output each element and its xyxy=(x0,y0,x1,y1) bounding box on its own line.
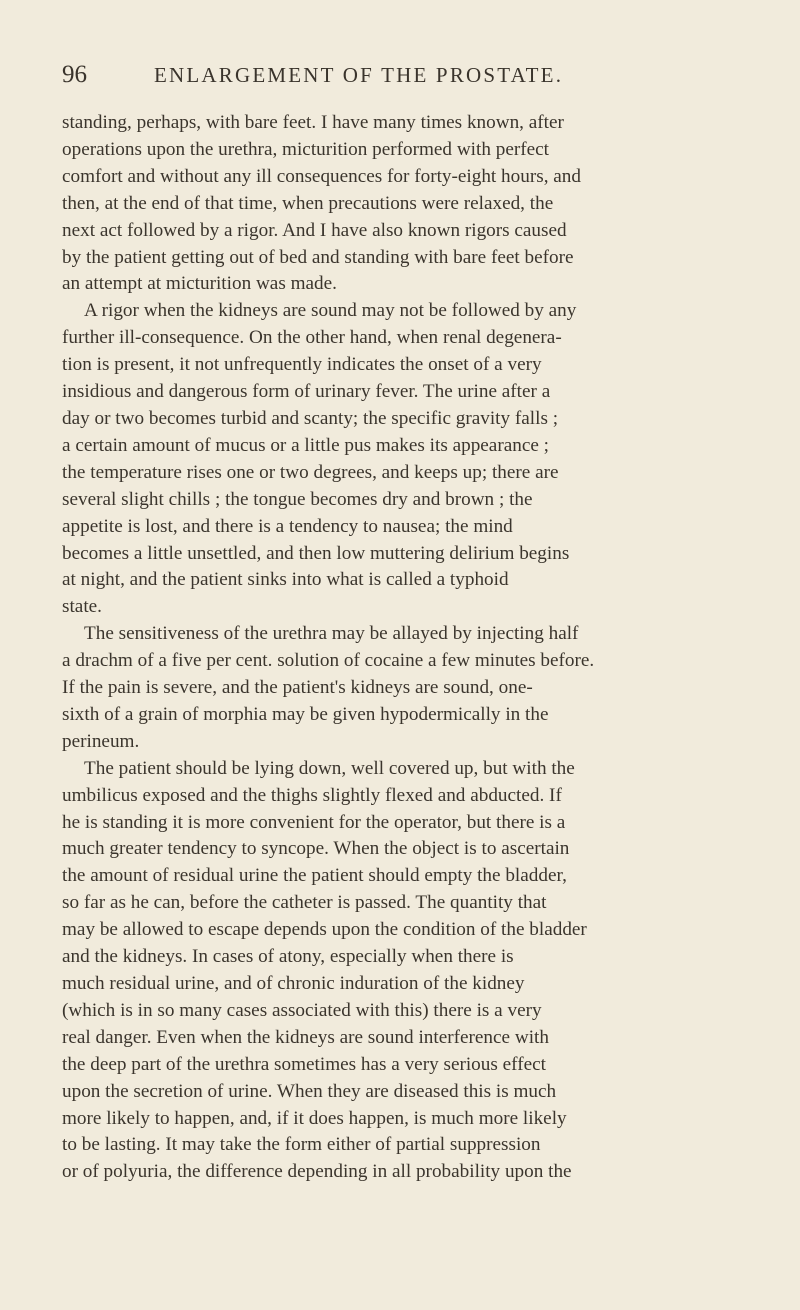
paragraph-4 xyxy=(62,756,738,1187)
text-line: next act followed by a rigor. And I have also known rigors caused xyxy=(62,219,567,241)
running-head xyxy=(62,58,738,92)
text-line: by the patient getting out of bed and standing with bare feet before xyxy=(62,246,574,268)
text-line: appetite is lost, and there is a tendency to nausea; the mind xyxy=(62,515,513,537)
text-line: may be allowed to escape depends upon the condition of the bladder xyxy=(62,919,587,941)
body-text xyxy=(62,110,738,1186)
text-line: then, at the end of that time, when precautions were relaxed, the xyxy=(62,192,554,214)
text-line: to be lasting. It may take the form either of partial suppression xyxy=(62,1134,541,1156)
text-line: much greater tendency to syncope. When the object is to ascertain xyxy=(62,838,570,860)
text-line: tion is present, it not unfrequently indicates the onset of a very xyxy=(62,354,542,376)
text-line: state. xyxy=(62,596,102,618)
text-line: he is standing it is more convenient for the operator, but there is a xyxy=(62,811,566,833)
text-line: an attempt at micturition was made. xyxy=(62,273,337,295)
text-line: standing, perhaps, with bare feet. I have many times known, after xyxy=(62,112,564,133)
paragraph-1 xyxy=(62,110,738,298)
text-line: insidious and dangerous form of urinary fever. The urine after a xyxy=(62,381,551,403)
page-number: 96 xyxy=(62,61,87,88)
text-line: umbilicus exposed and the thighs slightly flexed and abducted. If xyxy=(62,784,562,806)
text-line: and the kidneys. In cases of atony, especially when there is xyxy=(62,946,514,968)
text-line: the temperature rises one or two degrees, and keeps up; there are xyxy=(62,461,559,483)
text-line: a drachm of a five per cent. solution of cocaine a few minutes before. xyxy=(62,650,595,672)
text-line: If the pain is severe, and the patient's kidneys are sound, one- xyxy=(62,677,533,699)
text-line: further ill-consequence. On the other hand, when renal degenera- xyxy=(62,327,562,349)
running-title: ENLARGEMENT OF THE PROSTATE. xyxy=(154,63,564,87)
text-line: The patient should be lying down, well covered up, but with the xyxy=(84,757,575,779)
text-line: day or two becomes turbid and scanty; the specific gravity falls ; xyxy=(62,407,559,429)
text-line: much residual urine, and of chronic induration of the kidney xyxy=(62,973,525,994)
text-line: more likely to happen, and, if it does happen, is much more likely xyxy=(62,1107,567,1129)
text-line: A rigor when the kidneys are sound may not be followed by any xyxy=(84,300,577,322)
text-line: several slight chills ; the tongue becomes dry and brown ; the xyxy=(62,488,533,510)
text-line: perineum. xyxy=(62,730,140,752)
text-line: operations upon the urethra, micturition performed with perfect xyxy=(62,138,549,160)
text-line: real danger. Even when the kidneys are sound interference with xyxy=(62,1026,549,1048)
text-line: sixth of a grain of morphia may be given hypodermically in the xyxy=(62,703,549,725)
text-line: The sensitiveness of the urethra may be allayed by injecting half xyxy=(84,623,579,645)
paragraph-2 xyxy=(62,298,738,621)
text-line: or of polyuria, the difference depending in all probability upon the xyxy=(62,1161,572,1183)
text-line: (which is in so many cases associated with this) there is a very xyxy=(62,999,542,1021)
text-line: upon the secretion of urine. When they are diseased this is much xyxy=(62,1080,557,1102)
text-line: the deep part of the urethra sometimes has a very serious effect xyxy=(62,1053,546,1075)
text-line: the amount of residual urine the patient should empty the bladder, xyxy=(62,865,567,887)
text-line: so far as he can, before the catheter is passed. The quantity that xyxy=(62,892,547,914)
text-line: comfort and without any ill consequences for forty-eight hours, and xyxy=(62,165,581,187)
text-line: becomes a little unsettled, and then low muttering delirium begins xyxy=(62,542,570,564)
text-line: at night, and the patient sinks into what is called a typhoid xyxy=(62,569,509,591)
text-line: a certain amount of mucus or a little pus makes its appearance ; xyxy=(62,434,549,456)
paragraph-3 xyxy=(62,621,738,756)
